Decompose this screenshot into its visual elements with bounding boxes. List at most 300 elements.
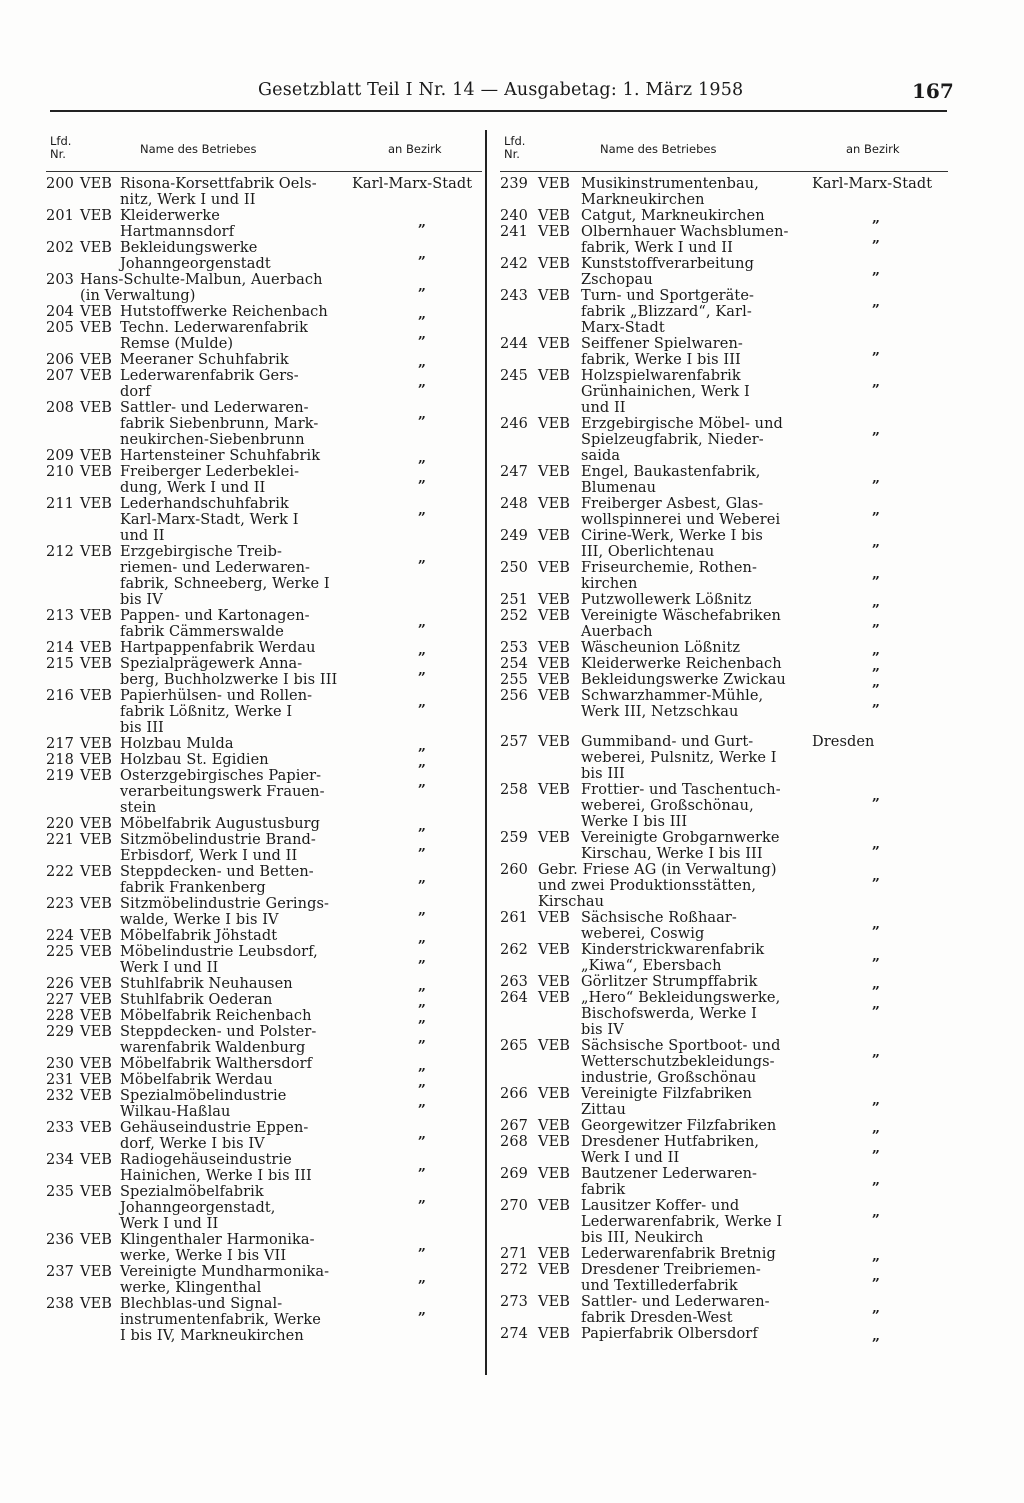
entry-number: 256 [500, 688, 528, 704]
ditto-mark: „ [872, 976, 881, 992]
entry-name-line: Risona-Korsettfabrik Oels- [120, 176, 317, 192]
entry-name-line: fabrik, Werk I und II [581, 240, 733, 256]
entry-name-line: Möbelfabrik Jöhstadt [120, 928, 278, 944]
entry-prefix: VEB [80, 1056, 113, 1072]
list-item [46, 400, 482, 448]
list-item [500, 672, 948, 688]
ditto-mark: „ [872, 1140, 881, 1156]
list-item [500, 224, 948, 256]
entry-name [120, 640, 482, 656]
entry-name-line: Markneukirchen [581, 192, 705, 208]
entry-name-line: (in Verwaltung) [80, 288, 196, 304]
entry-prefix: VEB [80, 992, 113, 1008]
entry-name-line: Klingenthaler Harmonika- [120, 1232, 315, 1248]
entry-prefix: VEB [538, 1086, 571, 1102]
entry-prefix: VEB [538, 288, 571, 304]
entry-name-line: „Kiwa“, Ebersbach [581, 958, 722, 974]
entry-name [120, 352, 482, 368]
entry-name-line: Osterzgebirgisches Papier- [120, 768, 322, 784]
entry-prefix: VEB [80, 608, 113, 624]
ditto-mark: „ [872, 916, 881, 932]
entry-number: 235 [46, 1184, 74, 1200]
entry-number: 247 [500, 464, 528, 480]
entry-prefix: VEB [80, 688, 113, 704]
ditto-mark: „ [418, 870, 427, 886]
ditto-mark: „ [872, 294, 881, 310]
entry-number: 218 [46, 752, 74, 768]
entry-name [581, 464, 948, 496]
entry-name-line: Wetterschutzbekleidungs- [581, 1054, 775, 1070]
entry-name-line: Werk I und II [120, 960, 219, 976]
entry-name-line: dorf [120, 384, 151, 400]
entry-number: 225 [46, 944, 74, 960]
right-column-header [500, 135, 948, 171]
list-item [500, 656, 948, 672]
entry-prefix: VEB [80, 464, 113, 480]
entry-name-line: verarbeitungswerk Frauen- [120, 784, 325, 800]
list-item [46, 464, 482, 496]
entry-prefix: VEB [538, 656, 571, 672]
entry-name-line: Görlitzer Strumpffabrik [581, 974, 758, 990]
entry-number: 274 [500, 1326, 528, 1342]
entry-number: 252 [500, 608, 528, 624]
entry-number: 248 [500, 496, 528, 512]
list-item [46, 992, 482, 1008]
entry-name-line: Frottier- und Taschentuch- [581, 782, 781, 798]
entry-number: 265 [500, 1038, 528, 1054]
entry-name [120, 368, 482, 400]
entry-name-line: Sattler- und Lederwaren- [120, 400, 309, 416]
ditto-mark: „ [872, 674, 881, 690]
entry-name-line: warenfabrik Waldenburg [120, 1040, 306, 1056]
list-item [46, 656, 482, 688]
entry-number: 226 [46, 976, 74, 992]
ditto-mark: „ [872, 262, 881, 278]
list-item [500, 974, 948, 990]
entry-bezirk: Dresden [812, 734, 875, 750]
entry-prefix: VEB [538, 1326, 571, 1342]
entry-name [120, 1088, 482, 1120]
ditto-mark: „ [418, 326, 427, 342]
entry-name-line: Georgewitzer Filzfabriken [581, 1118, 777, 1134]
entry-prefix: VEB [80, 1296, 113, 1312]
list-item [46, 896, 482, 928]
entry-prefix: VEB [538, 1118, 571, 1134]
entry-name-line: Seiffener Spielwaren- [581, 336, 743, 352]
entry-number: 244 [500, 336, 528, 352]
entry-name-line: und Textillederfabrik [581, 1278, 738, 1294]
list-item [500, 782, 948, 830]
entry-prefix: VEB [80, 1264, 113, 1280]
entry-number: 237 [46, 1264, 74, 1280]
entry-prefix: VEB [80, 832, 113, 848]
entry-name-line: Vereinigte Mundharmonika- [120, 1264, 330, 1280]
entry-name [120, 544, 482, 608]
entry-number: 236 [46, 1232, 74, 1248]
list-item [46, 448, 482, 464]
entry-name [581, 1294, 948, 1326]
ditto-mark: „ [872, 230, 881, 246]
entry-prefix: VEB [538, 688, 571, 704]
entry-name-line: fabrik Cämmerswalde [120, 624, 284, 640]
ditto-mark: „ [418, 950, 427, 966]
entry-name-line: Holzbau St. Egidien [120, 752, 269, 768]
list-item [46, 1296, 482, 1344]
entry-number: 240 [500, 208, 528, 224]
ditto-mark: „ [418, 994, 427, 1010]
entry-number: 200 [46, 176, 74, 192]
list-item [46, 368, 482, 400]
entry-name-line: Hartmannsdorf [120, 224, 235, 240]
entry-name [120, 304, 482, 320]
entry-name-line: Möbelfabrik Augustusburg [120, 816, 321, 832]
entry-name-line: Erbisdorf, Werk I und II [120, 848, 298, 864]
entry-prefix: VEB [538, 1294, 571, 1310]
entry-name-line: Grünhainichen, Werk I [581, 384, 750, 400]
entry-number: 259 [500, 830, 528, 846]
entry-name-line: Spezialprägewerk Anna- [120, 656, 303, 672]
entry-prefix: VEB [538, 1038, 571, 1054]
entry-number: 234 [46, 1152, 74, 1168]
entry-prefix: VEB [538, 592, 571, 608]
entry-name-line: Werk III, Netzschkau [581, 704, 739, 720]
list-item [46, 752, 482, 768]
ditto-mark: „ [418, 470, 427, 486]
entry-name [120, 1120, 482, 1152]
ditto-mark: „ [418, 354, 427, 370]
entry-number: 203 [46, 272, 74, 288]
entry-name-line: Sitzmöbelindustrie Gerings- [120, 896, 330, 912]
entry-name [581, 496, 948, 528]
entry-number: 206 [46, 352, 74, 368]
ditto-mark: „ [872, 470, 881, 486]
entry-name [120, 1152, 482, 1184]
ditto-mark: „ [418, 930, 427, 946]
entry-number: 260 [500, 862, 528, 878]
entry-name-line: Gummiband- und Gurt- [581, 734, 754, 750]
entry-name [581, 224, 948, 256]
ditto-mark: „ [418, 502, 427, 518]
entry-name-line: fabrik Siebenbrunn, Mark- [120, 416, 319, 432]
list-item [500, 496, 948, 528]
entry-name-line: Vereinigte Filzfabriken [581, 1086, 752, 1102]
entry-number: 209 [46, 448, 74, 464]
entry-name-line: Engel, Baukastenfabrik, [581, 464, 761, 480]
entry-name-line: Vereinigte Wäschefabriken [581, 608, 781, 624]
entry-bezirk: Karl-Marx-Stadt [812, 176, 933, 192]
lfd-nr-heading [50, 135, 71, 161]
list-item [500, 1118, 948, 1134]
list-item [500, 1134, 948, 1166]
entry-number: 272 [500, 1262, 528, 1278]
entry-prefix: VEB [538, 560, 571, 576]
ditto-mark: „ [872, 422, 881, 438]
entry-name-line: Friseurchemie, Rothen- [581, 560, 757, 576]
entry-number: 223 [46, 896, 74, 912]
entry-name-line: weberei, Pulsnitz, Werke I [581, 750, 777, 766]
entry-name-line: Olbernhauer Wachsblumen- [581, 224, 789, 240]
entry-name-line: Spezialmöbelindustrie [120, 1088, 287, 1104]
entry-name [120, 688, 482, 736]
entry-name-line: Kinderstrickwarenfabrik [581, 942, 765, 958]
ditto-mark: „ [418, 450, 427, 466]
list-item [500, 640, 948, 656]
list-item [46, 640, 482, 656]
entry-name-line: Papierhülsen- und Rollen- [120, 688, 313, 704]
list-item [46, 1232, 482, 1264]
entry-name-line: weberei, Großschönau, [581, 798, 754, 814]
list-item [500, 592, 948, 608]
ditto-mark: „ [418, 1094, 427, 1110]
list-item [500, 528, 948, 560]
entry-number: 270 [500, 1198, 528, 1214]
entry-number: 231 [46, 1072, 74, 1088]
list-item [500, 1294, 948, 1326]
entry-name-line: Bekleidungswerke Zwickau [581, 672, 786, 688]
entry-name [581, 560, 948, 592]
entry-prefix: VEB [80, 816, 113, 832]
entry-prefix: VEB [80, 640, 113, 656]
entry-prefix: VEB [538, 256, 571, 272]
entry-name [581, 1262, 948, 1294]
ditto-mark: „ [418, 1010, 427, 1026]
list-item [500, 942, 948, 974]
entry-name-line: Bischofswerda, Werke I [581, 1006, 757, 1022]
entry-prefix: VEB [80, 208, 113, 224]
entry-name-line: werke, Klingenthal [120, 1280, 262, 1296]
entry-prefix: VEB [80, 864, 113, 880]
list-item [46, 832, 482, 864]
list-item [500, 1198, 948, 1246]
entry-name [120, 400, 482, 448]
entry-prefix: VEB [80, 1072, 113, 1088]
entry-name [581, 942, 948, 974]
ditto-mark: „ [872, 594, 881, 610]
entry-number: 261 [500, 910, 528, 926]
list-item [46, 208, 482, 240]
entry-name [120, 1264, 482, 1296]
entry-number: 220 [46, 816, 74, 832]
list-item [500, 734, 948, 782]
entry-number: 202 [46, 240, 74, 256]
ditto-mark: „ [872, 1092, 881, 1108]
entry-name-line: Hainichen, Werke I bis III [120, 1168, 312, 1184]
entry-name-line: Turn- und Sportgeräte- [581, 288, 755, 304]
ditto-mark: „ [418, 246, 427, 262]
entry-prefix: VEB [538, 208, 571, 224]
entry-name-line: bis III, Neukirch [581, 1230, 704, 1246]
entry-name [581, 368, 948, 416]
entry-name-line: bis III [581, 766, 625, 782]
list-item [500, 1262, 948, 1294]
list-item [500, 990, 948, 1038]
list-item [500, 208, 948, 224]
entry-name [581, 1134, 948, 1166]
entry-name-line: Freiberger Lederbeklei- [120, 464, 300, 480]
ditto-mark: „ [872, 788, 881, 804]
entry-number: 230 [46, 1056, 74, 1072]
ditto-mark: „ [872, 1268, 881, 1284]
list-item [46, 544, 482, 608]
entry-name [581, 608, 948, 640]
entry-name-line: saida [581, 448, 621, 464]
list-item [500, 336, 948, 368]
list-item [46, 1152, 482, 1184]
list-item [500, 176, 948, 208]
entry-name-line: fabrik Dresden-West [581, 1310, 733, 1326]
entry-name-line: dorf, Werke I bis IV [120, 1136, 265, 1152]
entry-prefix: VEB [538, 176, 571, 192]
left-rows [46, 176, 482, 1344]
entry-prefix: VEB [538, 464, 571, 480]
entry-number: 232 [46, 1088, 74, 1104]
ditto-mark: „ [418, 550, 427, 566]
lfd-nr-heading [504, 135, 525, 161]
entry-number: 217 [46, 736, 74, 752]
ditto-mark: „ [418, 1126, 427, 1142]
entry-name-line: Steppdecken- und Polster- [120, 1024, 317, 1040]
ditto-mark: „ [872, 534, 881, 550]
entry-name [581, 910, 948, 942]
entry-name-line: Stuhlfabrik Neuhausen [120, 976, 293, 992]
list-item [500, 368, 948, 416]
entry-number: 242 [500, 256, 528, 272]
entry-prefix: VEB [538, 990, 571, 1006]
entry-name-line: Stuhlfabrik Oederan [120, 992, 273, 1008]
entry-name [581, 656, 948, 672]
entry-name-line: Kleiderwerke [120, 208, 220, 224]
entry-number: 257 [500, 734, 528, 750]
list-item [46, 272, 482, 304]
list-item [500, 608, 948, 640]
entry-name [581, 1086, 948, 1118]
entry-number: 211 [46, 496, 74, 512]
entry-name-line: wollspinnerei und Weberei [581, 512, 781, 528]
entry-name-line: und II [120, 528, 165, 544]
entry-prefix: VEB [538, 224, 571, 240]
entry-name-line: Werk I und II [120, 1216, 219, 1232]
entry-name-line: Freiberger Asbest, Glas- [581, 496, 764, 512]
name-heading: Name des Betriebes [600, 142, 717, 156]
entry-number: 207 [46, 368, 74, 384]
entry-prefix: VEB [538, 1166, 571, 1182]
list-item [46, 304, 482, 320]
entry-name [120, 1072, 482, 1088]
entry-prefix: VEB [538, 1262, 571, 1278]
entry-name [120, 992, 482, 1008]
entry-name-line: Wilkau-Haßlau [120, 1104, 231, 1120]
list-item [500, 830, 948, 862]
entry-prefix: VEB [538, 1246, 571, 1262]
entry-prefix: VEB [538, 782, 571, 798]
entry-name [120, 864, 482, 896]
entry-name-line: Lederwarenfabrik, Werke I [581, 1214, 783, 1230]
entry-name-line: Möbelfabrik Reichenbach [120, 1008, 312, 1024]
entry-name-line: Kirschau, Werke I bis III [581, 846, 763, 862]
ditto-mark: „ [872, 614, 881, 630]
ditto-mark: „ [418, 738, 427, 754]
ditto-mark: „ [418, 1270, 427, 1286]
entry-number: 267 [500, 1118, 528, 1134]
list-item [46, 928, 482, 944]
entry-name [581, 1038, 948, 1086]
entry-number: 266 [500, 1086, 528, 1102]
entry-prefix: VEB [80, 368, 113, 384]
entry-name-line: Lederwarenfabrik Gers- [120, 368, 299, 384]
list-item [46, 1120, 482, 1152]
list-item [46, 320, 482, 352]
entry-number: 215 [46, 656, 74, 672]
entry-name [120, 208, 482, 240]
entry-name-line: Hans-Schulte-Malbun, Auerbach [80, 272, 323, 288]
entry-prefix: VEB [538, 640, 571, 656]
list-item [46, 976, 482, 992]
entry-name-line: Kirschau [538, 894, 605, 910]
list-item [500, 1086, 948, 1118]
entry-name [120, 240, 482, 272]
column-divider [485, 130, 487, 1375]
entry-number: 221 [46, 832, 74, 848]
ditto-mark: „ [872, 836, 881, 852]
entry-name [120, 1296, 482, 1344]
entry-name [120, 320, 482, 352]
entry-name-line: Musikinstrumentenbau, [581, 176, 759, 192]
entry-number: 222 [46, 864, 74, 880]
entry-prefix: VEB [80, 928, 113, 944]
entry-number: 213 [46, 608, 74, 624]
entry-number: 210 [46, 464, 74, 480]
entry-name-line: Hartensteiner Schuhfabrik [120, 448, 321, 464]
list-item [46, 1008, 482, 1024]
list-item [500, 560, 948, 592]
entry-name [581, 528, 948, 560]
ditto-mark: „ [418, 614, 427, 630]
ditto-mark: „ [872, 1328, 881, 1344]
ditto-mark: „ [418, 902, 427, 918]
list-item [500, 688, 948, 720]
entry-prefix: VEB [538, 1198, 571, 1214]
list-item [46, 1056, 482, 1072]
ditto-mark: „ [872, 996, 881, 1012]
entry-name-line: Remse (Mulde) [120, 336, 234, 352]
entry-name [120, 736, 482, 752]
entry-name-line: Steppdecken- und Betten- [120, 864, 314, 880]
entry-name-line: Hartpappenfabrik Werdau [120, 640, 316, 656]
right-column [500, 135, 948, 1342]
list-item [500, 862, 948, 910]
ditto-mark: „ [872, 694, 881, 710]
entry-name-line: fabrik, Werke I bis III [581, 352, 741, 368]
entry-name-line: und II [581, 400, 626, 416]
right-header-rule [500, 171, 948, 172]
ditto-mark: „ [872, 342, 881, 358]
ditto-mark: „ [872, 1300, 881, 1316]
entry-number: 249 [500, 528, 528, 544]
entry-name [581, 640, 948, 656]
entry-number: 271 [500, 1246, 528, 1262]
ditto-mark: „ [418, 818, 427, 834]
entry-prefix: VEB [80, 544, 113, 560]
entry-name-line: I bis IV, Markneukirchen [120, 1328, 304, 1344]
entry-name-line: Erzgebirgische Treib- [120, 544, 282, 560]
entry-number: 241 [500, 224, 528, 240]
entry-prefix: VEB [80, 656, 113, 672]
ditto-mark: „ [418, 406, 427, 422]
ditto-mark: „ [418, 774, 427, 790]
entry-name [120, 1056, 482, 1072]
entry-name-line: Hutstoffwerke Reichenbach [120, 304, 328, 320]
entry-number: 251 [500, 592, 528, 608]
